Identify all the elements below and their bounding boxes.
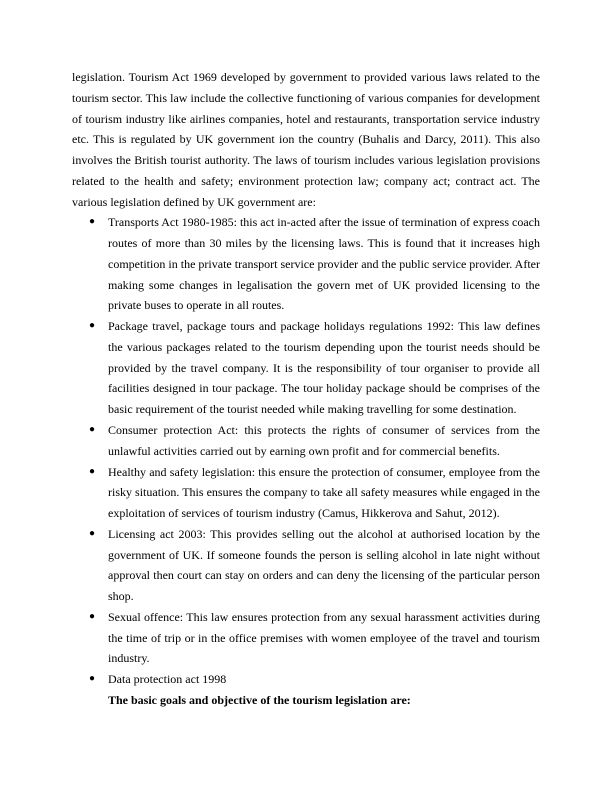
bullet-icon: ● xyxy=(89,610,96,622)
list-item-text: Licensing act 2003: This provides selling out the alcohol at authorised location by the government of UK. If someone founds the person is selling alcohol in late night without approval then court can stay on orders and can deny the licensing of the particular person shop. xyxy=(108,526,540,604)
bullet-icon: ● xyxy=(89,424,96,436)
list-item xyxy=(72,669,540,690)
section-heading: The basic goals and objective of the tourism legislation are: xyxy=(108,692,411,707)
legislation-list xyxy=(72,212,540,690)
list-item xyxy=(72,462,540,524)
list-item xyxy=(72,420,540,462)
bullet-icon: ● xyxy=(89,465,96,477)
bullet-icon: ● xyxy=(89,216,96,228)
list-item-text: Sexual offence: This law ensures protection from any sexual harassment activities during the time of trip or in the office premises with women employee of the travel and tourism industry. xyxy=(108,609,540,666)
list-item xyxy=(72,607,540,669)
list-item-text: Package travel, package tours and package holidays regulations 1992: This law defines the various packages related to the tourism depending upon the tourist needs should be provided by the travel company. It is the responsibility of tour organiser to provide all facilities designed in tour package. The tour holiday package should be comprises of the basic requirement of the tourist needed while making travelling for some destination. xyxy=(108,319,540,417)
list-item xyxy=(72,316,540,420)
list-item-text: Data protection act 1998 xyxy=(108,672,227,687)
bullet-icon: ● xyxy=(89,320,96,332)
list-item-text: Healthy and safety legislation: this ensure the protection of consumer, employee from the risky situation. This ensures the company to take all safety measures while engaged in the exploitation of services of tourism industry (Camus, Hikkerova and Sahut, 2012). xyxy=(108,464,540,521)
list-item xyxy=(72,524,540,607)
document-page xyxy=(72,67,540,711)
list-item xyxy=(72,212,540,316)
bullet-icon: ● xyxy=(89,527,96,539)
intro-paragraph: legislation. Tourism Act 1969 developed by government to provided various laws related to the tourism sector. This law include the collective functioning of various companies for development of tourism industry like airlines companies, hotel and restaurants, transportation service industry etc. This is regulated by UK government ion the country (Buhalis and Darcy, 2011). This also involves the British tourist authority. The laws of tourism includes various legislation provisions related to the health and safety; environment protection law; company act; contract act. The various legislation defined by UK government are: xyxy=(72,70,540,209)
list-item-text: Consumer protection Act: this protects the rights of consumer of services from the unlawful activities carried out by earning own profit and for commercial benefits. xyxy=(108,423,540,458)
list-item-text: Transports Act 1980-1985: this act in-acted after the issue of termination of express coach routes of more than 30 miles by the licensing laws. This is found that it increases high competition in the private transport service provider and the public service provider. After making some changes in legalisation the govern met of UK provided licensing to the private buses to operate in all routes. xyxy=(108,215,540,313)
bullet-icon: ● xyxy=(89,673,96,685)
